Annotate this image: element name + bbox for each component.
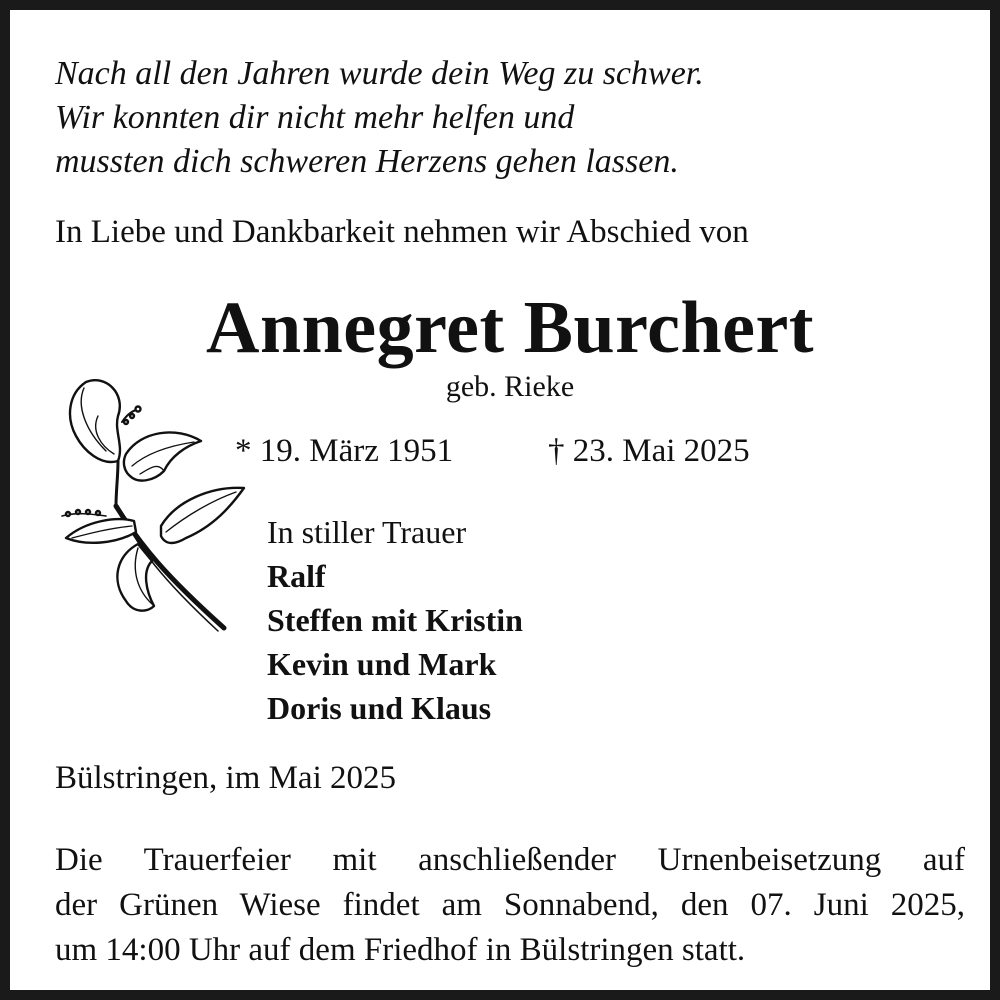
service-line: der Grünen Wiese findet am Sonnabend, den 07. Juni 2025, (55, 887, 965, 923)
intro-text: In Liebe und Dankbarkeit nehmen wir Abschied von (55, 214, 749, 250)
place-date: Bülstringen, im Mai 2025 (55, 760, 396, 796)
mourners-heading: In stiller Trauer (267, 514, 467, 550)
calla-lily-icon (46, 376, 246, 636)
poem (55, 52, 704, 184)
birth-date: * 19. März 1951 (235, 433, 454, 469)
poem-line: mussten dich schweren Herzens gehen lassen. (55, 143, 679, 180)
poem-line: Wir konnten dir nicht mehr helfen und (55, 99, 575, 136)
deceased-name: Annegret Burchert (206, 287, 814, 369)
service-announcement (55, 838, 965, 973)
mourners-block (267, 510, 523, 730)
mourner-name: Doris und Klaus (267, 690, 492, 726)
service-line: um 14:00 Uhr auf dem Friedhof in Bülstringen statt. (55, 932, 746, 968)
mourner-name: Ralf (267, 558, 326, 594)
poem-line: Nach all den Jahren wurde dein Weg zu schwer. (55, 55, 704, 92)
death-date: † 23. Mai 2025 (548, 433, 750, 469)
mourner-name: Kevin und Mark (267, 646, 497, 682)
mourner-name: Steffen mit Kristin (267, 602, 523, 638)
maiden-name: geb. Rieke (445, 370, 575, 403)
service-line: Die Trauerfeier mit anschließender Urnenbeisetzung auf (55, 842, 965, 878)
